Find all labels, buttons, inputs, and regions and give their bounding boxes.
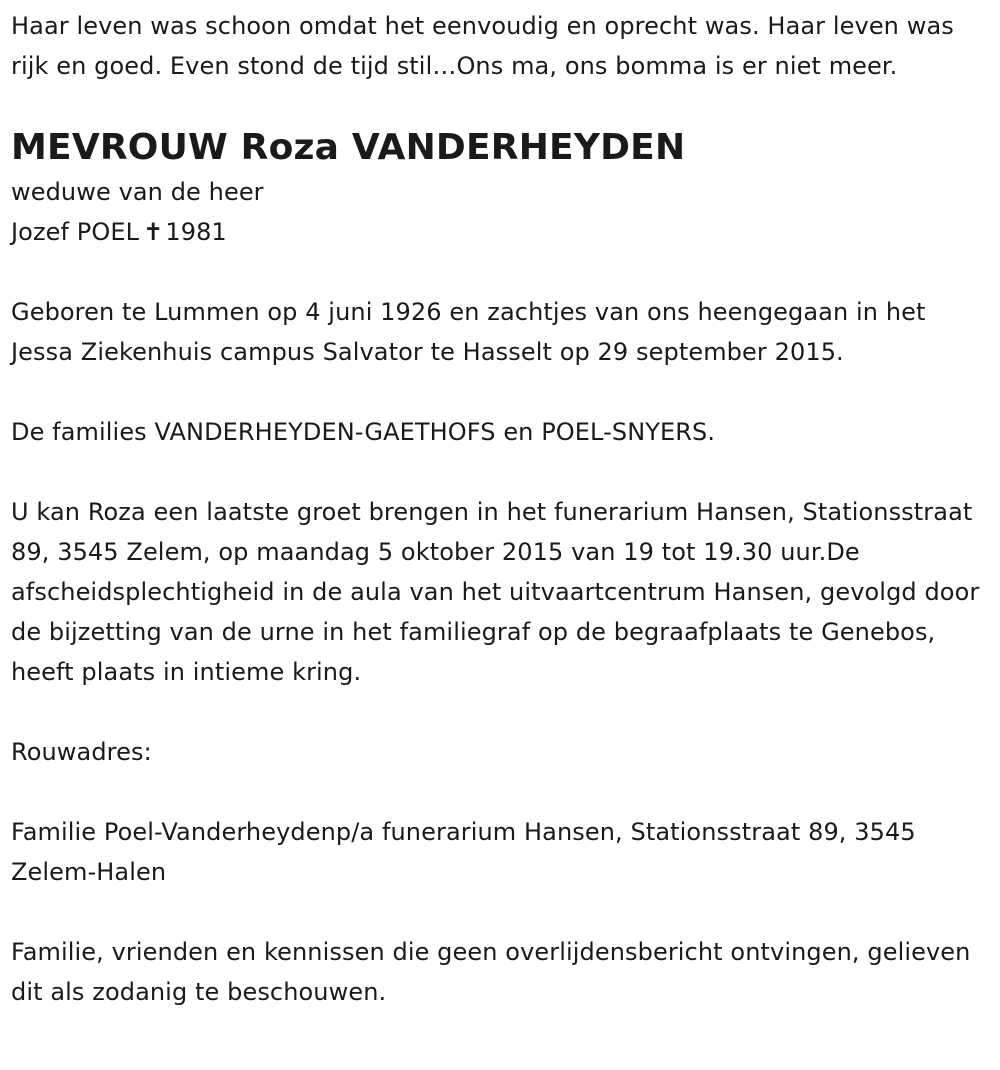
closing-paragraph: Familie, vrienden en kennissen die geen overlijdensbericht ontvingen, gelieven dit als zodanig te beschouwen. xyxy=(11,938,971,1006)
families-paragraph: De families VANDERHEYDEN-GAETHOFS en POEL-SNYERS. xyxy=(11,418,716,446)
obituary-document xyxy=(11,6,991,1012)
widow-line: weduwe van de heer xyxy=(11,178,264,206)
spouse-line xyxy=(11,212,991,252)
spouse-death-year: 1981 xyxy=(165,218,227,246)
deceased-name: MEVROUW Roza VANDERHEYDEN xyxy=(11,127,686,168)
address-paragraph: Familie Poel-Vanderheydenp/a funerarium Hansen, Stationsstraat 89, 3545 Zelem-Halen xyxy=(11,818,916,886)
ceremony-paragraph: U kan Roza een laatste groet brengen in het funerarium Hansen, Stationsstraat 89, 3545 Zelem, op maandag 5 oktober 2015 van 19 tot 19.30 uur.De afscheidsplechtigheid in de aula van het uitvaartcentrum Hansen, gevolgd door de bijzetting van de urne in het familiegraf op de begraafplaats te Genebos, heeft plaats in intieme kring. xyxy=(11,498,980,686)
birth-death-paragraph: Geboren te Lummen op 4 juni 1926 en zachtjes van ons heengegaan in het Jessa Ziekenhuis campus Salvator te Hasselt op 29 september 2015. xyxy=(11,298,926,366)
cross-icon: ✝ xyxy=(143,218,164,246)
address-label: Rouwadres: xyxy=(11,738,152,766)
intro-paragraph: Haar leven was schoon omdat het eenvoudig en oprecht was. Haar leven was rijk en goed. Even stond de tijd stil…Ons ma, ons bomma is er niet meer. xyxy=(11,12,954,80)
spouse-name: Jozef POEL xyxy=(11,218,140,246)
